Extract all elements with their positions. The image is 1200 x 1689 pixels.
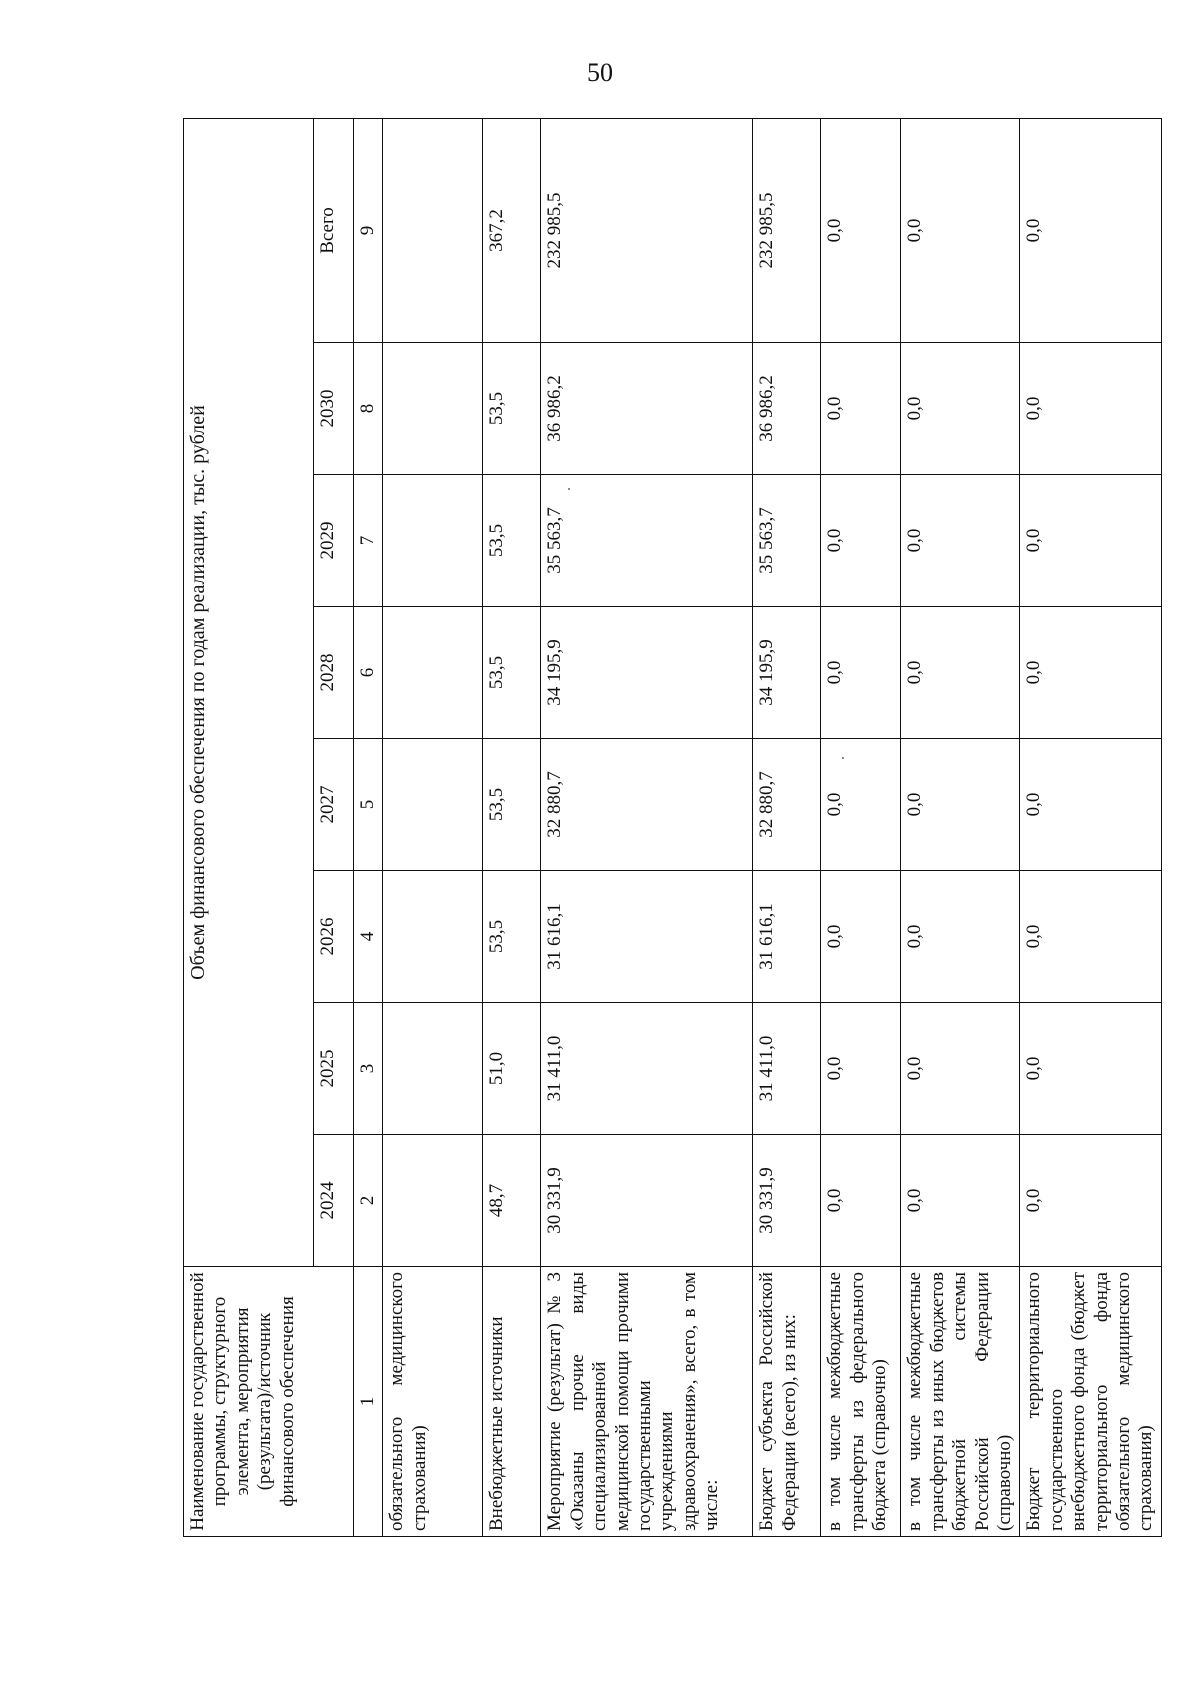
row-value: 53,5	[483, 871, 541, 1003]
row-value: 53,5	[483, 475, 541, 607]
row-value: 0,0	[901, 871, 1020, 1003]
header-total: Всего	[314, 118, 354, 342]
header-name-cell: Наименование государственной программы, структурного элемента, мероприятия (результата)/источник финансового обеспечения	[184, 1267, 354, 1537]
row-value	[383, 1135, 483, 1267]
row-value: 53,5	[483, 343, 541, 475]
row-value: 31 616,1	[541, 871, 753, 1003]
row-value: 48,7	[483, 1135, 541, 1267]
row-value: 0,0	[901, 1003, 1020, 1135]
row-value: 36 986,2	[541, 343, 753, 475]
table-row	[821, 118, 901, 1536]
column-number: 1	[354, 1267, 383, 1537]
row-name: Бюджет субъекта Российской Федерации (всего), из них:	[753, 1267, 821, 1537]
header-year: 2027	[314, 739, 354, 871]
row-value	[383, 871, 483, 1003]
table-row	[483, 118, 541, 1536]
header-year: 2029	[314, 475, 354, 607]
row-value	[383, 118, 483, 342]
header-year: 2025	[314, 1003, 354, 1135]
row-value: 0,0	[821, 871, 901, 1003]
row-value	[383, 607, 483, 739]
row-value: 36 986,2	[753, 343, 821, 475]
row-name: Внебюджетные источники	[483, 1267, 541, 1537]
column-number: 7	[354, 475, 383, 607]
header-year: 2028	[314, 607, 354, 739]
row-value	[383, 475, 483, 607]
row-value	[383, 739, 483, 871]
column-number: 9	[354, 118, 383, 342]
scan-speck	[842, 757, 844, 759]
header-volume-cell: Объем финансового обеспечения по годам реализации, тыс. рублей	[184, 118, 314, 1266]
row-value	[383, 1003, 483, 1135]
table-row	[383, 118, 483, 1536]
row-value: 0,0	[821, 475, 901, 607]
row-value: 367,2	[483, 118, 541, 342]
header-year: 2030	[314, 343, 354, 475]
row-value: 0,0	[1020, 343, 1161, 475]
row-value: 31 411,0	[541, 1003, 753, 1135]
row-value	[383, 343, 483, 475]
row-value: 0,0	[1020, 1135, 1161, 1267]
row-value: 0,0	[1020, 871, 1161, 1003]
row-value: 32 880,7	[753, 739, 821, 871]
row-value: 0,0	[821, 1135, 901, 1267]
column-numbers-row	[354, 118, 383, 1536]
column-number: 3	[354, 1003, 383, 1135]
row-value: 32 880,7	[541, 739, 753, 871]
row-value: 30 331,9	[753, 1135, 821, 1267]
table-row	[753, 118, 821, 1536]
row-name: в том числе межбюджетные трансферты из федерального бюджета (справочно)	[821, 1267, 901, 1537]
row-value: 35 563,7	[753, 475, 821, 607]
header-year: 2024	[314, 1135, 354, 1267]
row-value: 31 411,0	[753, 1003, 821, 1135]
table-row	[1020, 118, 1161, 1536]
row-value: 0,0	[1020, 475, 1161, 607]
row-value: 34 195,9	[753, 607, 821, 739]
rotated-table-container	[183, 119, 1157, 1537]
row-value: 0,0	[1020, 739, 1161, 871]
row-value: 0,0	[821, 1003, 901, 1135]
column-number: 6	[354, 607, 383, 739]
row-name: Бюджет территориального государственного внебюджетного фонда (бюджет территориального фонда обязательного медицинского страхования)	[1020, 1267, 1161, 1537]
row-name: в том числе межбюджетные трансферты из иных бюджетов бюджетной системы Российской Федерации (справочно)	[901, 1267, 1020, 1537]
row-value: 53,5	[483, 739, 541, 871]
table-row	[541, 118, 753, 1536]
page-number: 50	[587, 58, 613, 87]
row-value: 0,0	[821, 739, 901, 871]
row-value: 31 616,1	[753, 871, 821, 1003]
header-row	[184, 118, 314, 1536]
row-name: Мероприятие (результат) № 3 «Оказаны прочие виды специализированной медицинской помощи прочими государственными учреждениями здравоохранения», всего, в том числе:	[541, 1267, 753, 1537]
row-value: 0,0	[1020, 607, 1161, 739]
row-value: 232 985,5	[753, 118, 821, 342]
row-value: 0,0	[901, 118, 1020, 342]
column-number: 4	[354, 871, 383, 1003]
scan-speck	[568, 488, 570, 490]
row-value: 0,0	[901, 739, 1020, 871]
financing-table	[183, 118, 1162, 1537]
row-name: обязательного медицинского страхования)	[383, 1267, 483, 1537]
row-value: 0,0	[901, 475, 1020, 607]
row-value: 0,0	[901, 343, 1020, 475]
row-value: 35 563,7	[541, 475, 753, 607]
row-value: 0,0	[1020, 118, 1161, 342]
column-number: 5	[354, 739, 383, 871]
header-year: 2026	[314, 871, 354, 1003]
row-value: 0,0	[821, 343, 901, 475]
row-value: 53,5	[483, 607, 541, 739]
row-value: 0,0	[901, 1135, 1020, 1267]
column-number: 2	[354, 1135, 383, 1267]
row-value: 0,0	[1020, 1003, 1161, 1135]
column-number: 8	[354, 343, 383, 475]
row-value: 0,0	[821, 607, 901, 739]
row-value: 232 985,5	[541, 118, 753, 342]
row-value: 51,0	[483, 1003, 541, 1135]
row-value: 0,0	[901, 607, 1020, 739]
row-value: 30 331,9	[541, 1135, 753, 1267]
row-value: 34 195,9	[541, 607, 753, 739]
row-value: 0,0	[821, 118, 901, 342]
table-row	[901, 118, 1020, 1536]
